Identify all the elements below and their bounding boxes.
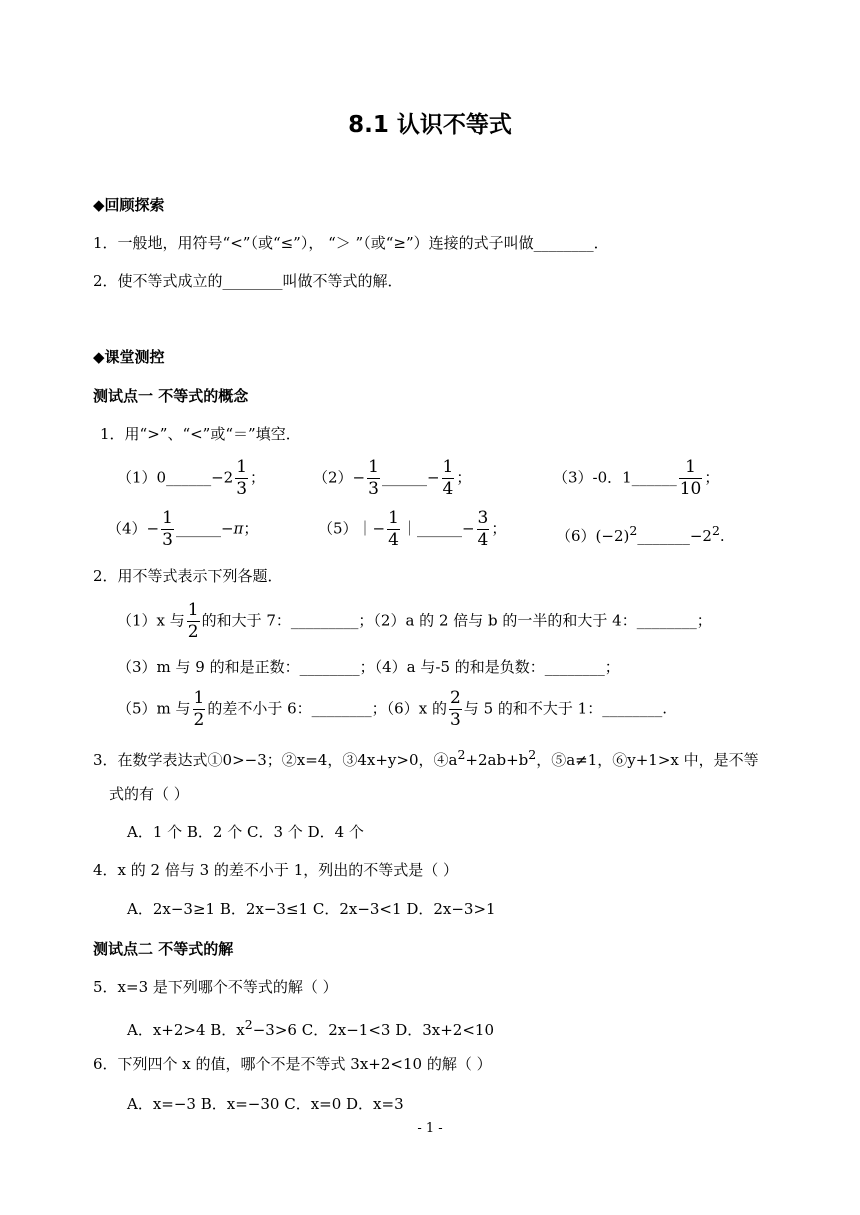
- q6-stem: 6．下列四个 x 的值，哪个不是不等式 3x+2<10 的解（ ）: [93, 1055, 492, 1073]
- fraction: $\frac{1}{10}$: [679, 457, 702, 499]
- fraction: $\frac{1}{3}$: [162, 508, 173, 550]
- q2-line-2: （3）m 与 9 的和是正数：________；（4）a 与-5 的和是负数：________；: [117, 658, 620, 676]
- q3-options: A．1 个 B．2 个 C．3 个 D．4 个: [127, 823, 364, 841]
- test-point-2: 测试点二 不等式的解: [93, 940, 234, 958]
- fraction: $\frac{1}{2}$: [187, 600, 199, 642]
- q1-item-1: （1）0______−2 $\frac{1}{3}$ ；: [117, 457, 266, 499]
- review-question-1: 1．一般地，用符号“<”（或“≤”）， “＞ ”（或“≥”）连接的式子叫做________．: [93, 234, 609, 252]
- q1-item-4: （4）− $\frac{1}{3}$ ______−π；: [107, 508, 259, 550]
- q6-options: A．x=−3 B．x=−30 C．x=0 D．x=3: [127, 1095, 404, 1113]
- question-2-stem: 2．用不等式表示下列各题．: [93, 567, 283, 585]
- q2-line-1: （1）x 与 $\frac{1}{2}$ 的和大于 7：_________；（2）a 的 2 倍与 b 的一半的和大于 4：________；: [117, 600, 712, 642]
- q1-item-6: $(6)(-2)^2\_\_\_\_\_\_\_-2^2$.: [556, 523, 725, 545]
- fraction: $\frac{3}{4}$: [477, 508, 489, 550]
- q4-stem: 4．x 的 2 倍与 3 的差不小于 1，列出的不等式是（ ）: [93, 861, 459, 879]
- q5-stem: 5．x=3 是下列哪个不等式的解（ ）: [93, 978, 338, 996]
- q5-options: A．x+2>4 B．$x^2-3>6$ C．2x−1<3 D．3x+2<10: [127, 1017, 494, 1039]
- q2-line-3: （5）m 与 $\frac{1}{2}$ 的差不小于 6：________；（6）x 的 $\frac{2}{3}$ 与 5 的和不大于 1：________.: [117, 688, 667, 730]
- fraction: $\frac{1}{3}$: [236, 457, 248, 499]
- fraction: $\frac{1}{4}$: [442, 457, 454, 499]
- page-title: 8.1 认识不等式: [348, 112, 512, 138]
- classroom-heading: ◆课堂测控: [93, 348, 165, 366]
- fraction: $\frac{1}{2}$: [193, 688, 205, 730]
- test-point-1: 测试点一 不等式的概念: [93, 387, 249, 405]
- review-question-2: 2．使不等式成立的________叫做不等式的解．: [93, 272, 403, 290]
- fraction: $\frac{1}{4}$: [388, 508, 399, 550]
- q1-item-5: （5）｜− $\frac{1}{4}$ ｜______− $\frac{3}{4}$ ；: [318, 508, 507, 550]
- q4-options: A．2x−3≥1 B．2x−3≤1 C．2x−3<1 D．2x−3>1: [127, 900, 496, 918]
- fraction: $\frac{1}{3}$: [368, 457, 379, 499]
- page-number: - 1 -: [417, 1121, 443, 1136]
- q3-line-2: 式的有（ ）: [109, 785, 189, 803]
- question-1-stem: 1．用“>”、“<”或“＝”填空．: [100, 425, 301, 443]
- q1-item-3: （3）-0．1______ $\frac{1}{10}$ ；: [553, 457, 720, 499]
- q3-line-1: 3．在数学表达式①0>−3；②x=4，③4x+y>0，$④a^2+2ab+b^2$，⑤a≠1，⑥y+1>x 中，是不等: [93, 747, 759, 769]
- fraction: $\frac{2}{3}$: [449, 688, 461, 730]
- review-heading: ◆回顾探索: [93, 196, 165, 214]
- q1-item-2: （2）− $\frac{1}{3}$ ______− $\frac{1}{4}$ ；: [313, 457, 472, 499]
